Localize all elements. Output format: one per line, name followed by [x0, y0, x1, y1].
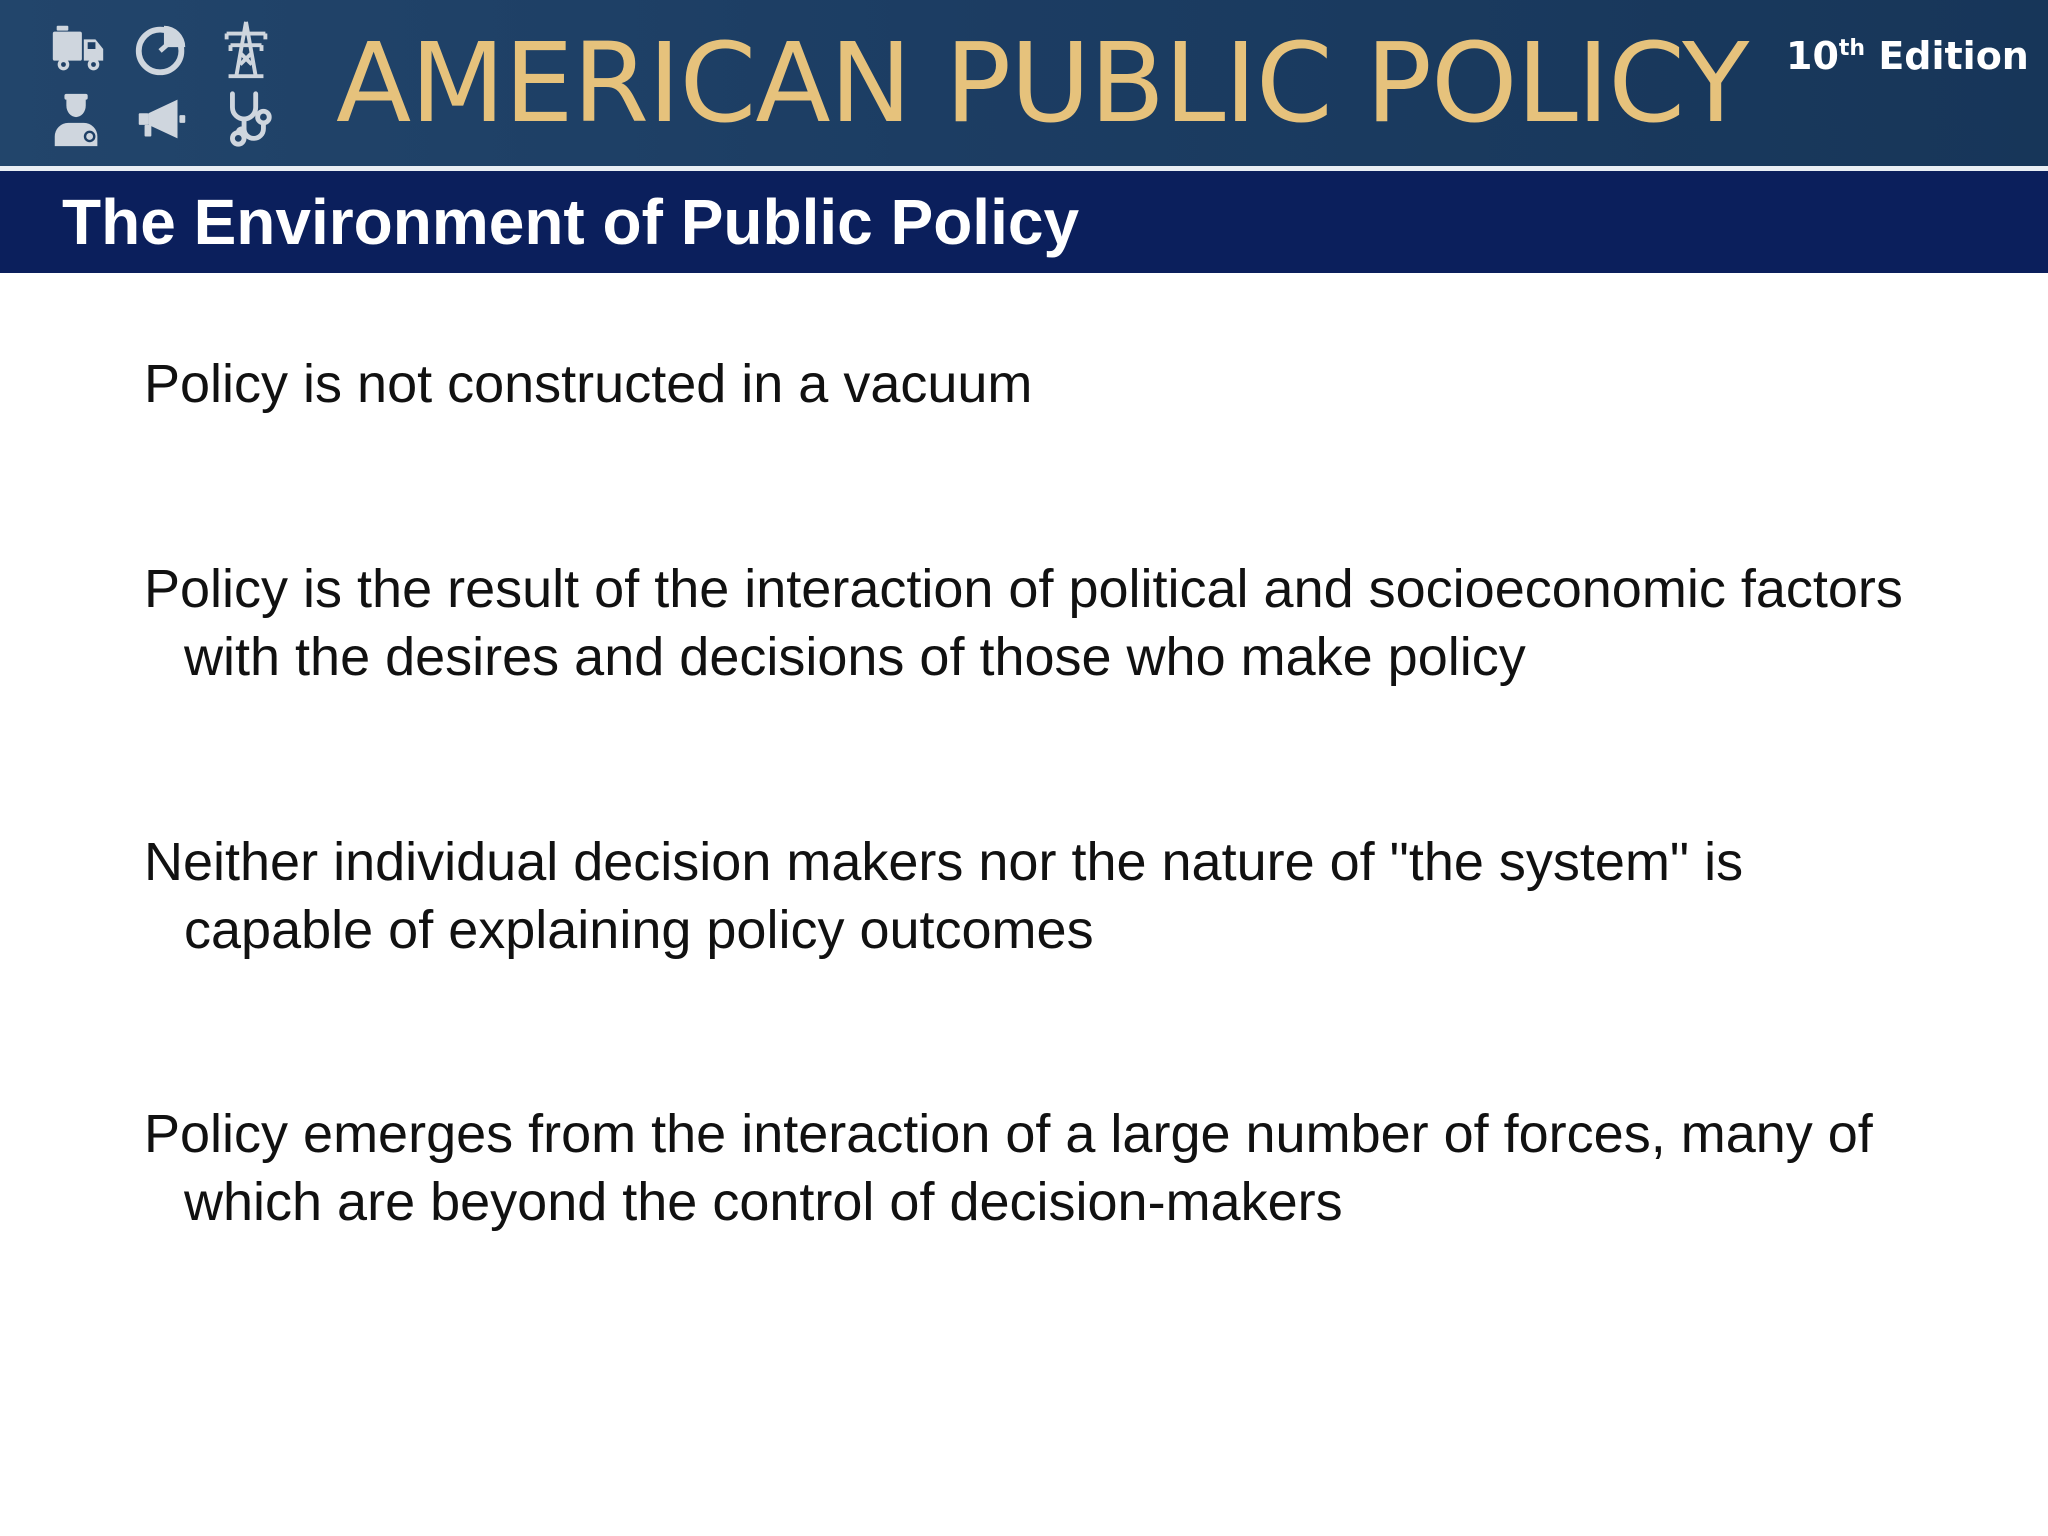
megaphone-icon	[120, 84, 204, 154]
edition-suffix: th	[1838, 36, 1866, 61]
truck-icon	[36, 14, 120, 84]
edition-number: 10	[1786, 34, 1839, 78]
edition-word: Edition	[1878, 34, 2029, 78]
pie-chart-icon	[120, 14, 204, 84]
header-banner	[0, 0, 2048, 166]
edition-label	[1786, 30, 2029, 82]
icon-grid	[36, 14, 286, 154]
brand-title: AMERICAN PUBLIC POLICY	[336, 19, 1749, 147]
slide-title: The Environment of Public Policy	[62, 186, 1080, 258]
bullet-item: Policy emerges from the interaction of a large number of forces, many of which are beyond the control of decision-makers	[144, 1104, 1873, 1232]
stethoscope-icon	[204, 84, 288, 154]
bullet-item: Policy is the result of the interaction of political and socioeconomic factors with the desires and decisions of those who make policy	[144, 559, 1903, 687]
doctor-icon	[36, 84, 120, 154]
bullet-item: Neither individual decision makers nor the nature of "the system" is capable of explaining policy outcomes	[144, 832, 1744, 960]
bullet-item: Policy is not constructed in a vacuum	[144, 354, 1033, 414]
power-tower-icon	[204, 14, 288, 84]
title-bar	[0, 171, 2048, 273]
